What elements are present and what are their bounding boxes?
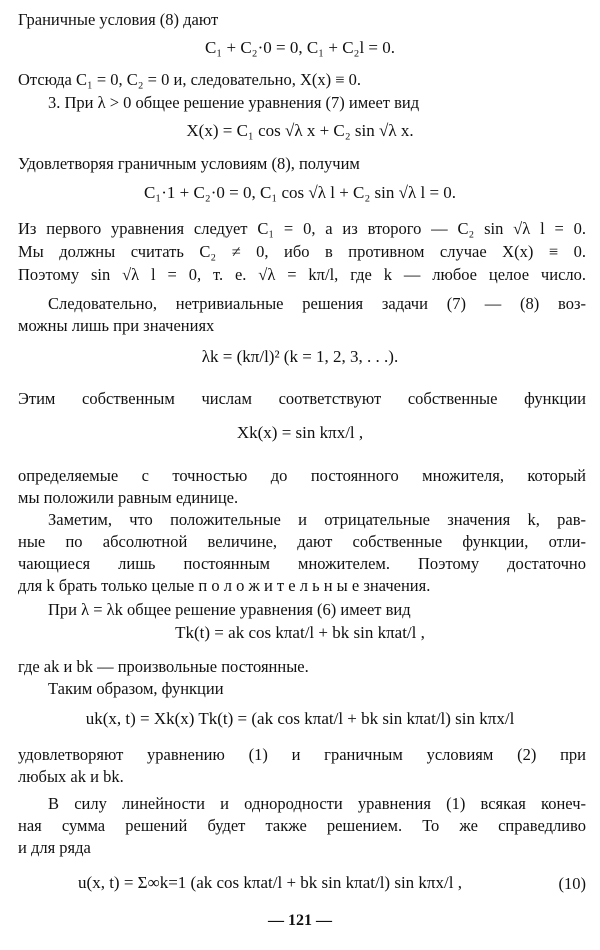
text-line: 3. При λ > 0 общее решение уравнения (7) имеет вид xyxy=(48,93,420,112)
text-line: чающиеся лишь постоянным множителем. Поэтому достаточно xyxy=(18,554,586,573)
text-line: Заметим, что положительные и отрицательные значения k, рав- xyxy=(48,510,586,529)
text-line: удовлетворяют уравнению (1) и граничным условиям (2) при xyxy=(18,745,586,764)
text-line: мы положили равным единице. xyxy=(18,488,239,507)
page-number: — 121 — xyxy=(268,912,332,929)
text-line: При λ = λk общее решение уравнения (6) имеет вид xyxy=(48,600,411,619)
equation: uk(x, t) = Xk(x) Tk(t) = (ak cos kπat/l + bk sin kπat/l) sin kπx/l xyxy=(85,709,515,728)
text-line: для k брать только целые п о л о ж и т е л ь н ы е значения. xyxy=(18,576,431,595)
text-line: Этим собственным числам соответствуют собственные функции xyxy=(18,389,586,408)
equation: u(x, t) = Σ∞k=1 (ak cos kπat/l + bk sin kπat/l) sin kπx/l , xyxy=(78,873,462,892)
equation: C₁ + C₂·0 = 0, C₁ + C₂l = 0. xyxy=(204,38,396,57)
text-line: Удовлетворяя граничным условиям (8), получим xyxy=(18,154,360,173)
equation-number: (10) xyxy=(558,874,586,893)
text-line: Граничные условия (8) дают xyxy=(18,10,219,29)
equation: Xk(x) = sin kπx/l , xyxy=(236,423,364,442)
text-line: любых ak и bk. xyxy=(18,767,124,786)
text-line: Поэтому sin √λ l = 0, т. е. √λ = kπ/l, где k — любое целое число. xyxy=(18,265,586,284)
equation: λk = (kπ/l)² (k = 1, 2, 3, . . .). xyxy=(201,347,399,366)
text-line: определяемые с точностью до постоянного множителя, который xyxy=(18,466,586,485)
text-line: и для ряда xyxy=(18,838,91,857)
text-line: Таким образом, функции xyxy=(48,679,224,698)
equation: Tk(t) = ak cos kπat/l + bk sin kπat/l , xyxy=(175,623,425,642)
text-line: Следовательно, нетривиальные решения задачи (7) — (8) воз- xyxy=(48,294,586,313)
text-line: ная сумма решений будет также решением. То же справедливо xyxy=(18,816,586,835)
text-line: где ak и bk — произвольные постоянные. xyxy=(18,657,309,676)
equation: C₁·1 + C₂·0 = 0, C₁ cos √λ l + C₂ sin √λ l = 0. xyxy=(143,183,457,202)
text-line: В силу линейности и однородности уравнения (1) всякая конеч- xyxy=(48,794,586,813)
text-line: Отсюда C₁ = 0, C₂ = 0 и, следовательно, X(x) ≡ 0. xyxy=(18,70,362,89)
text-line: Из первого уравнения следует C₁ = 0, а из второго — C₂ sin √λ l = 0. xyxy=(18,219,586,238)
text-line: Мы должны считать C₂ ≠ 0, ибо в противном случае X(x) ≡ 0. xyxy=(18,242,586,261)
equation: X(x) = C₁ cos √λ x + C₂ sin √λ x. xyxy=(186,121,414,140)
text-line: ные по абсолютной величине, дают собственные функции, отли- xyxy=(18,532,586,551)
text-line: можны лишь при значениях xyxy=(18,316,215,335)
